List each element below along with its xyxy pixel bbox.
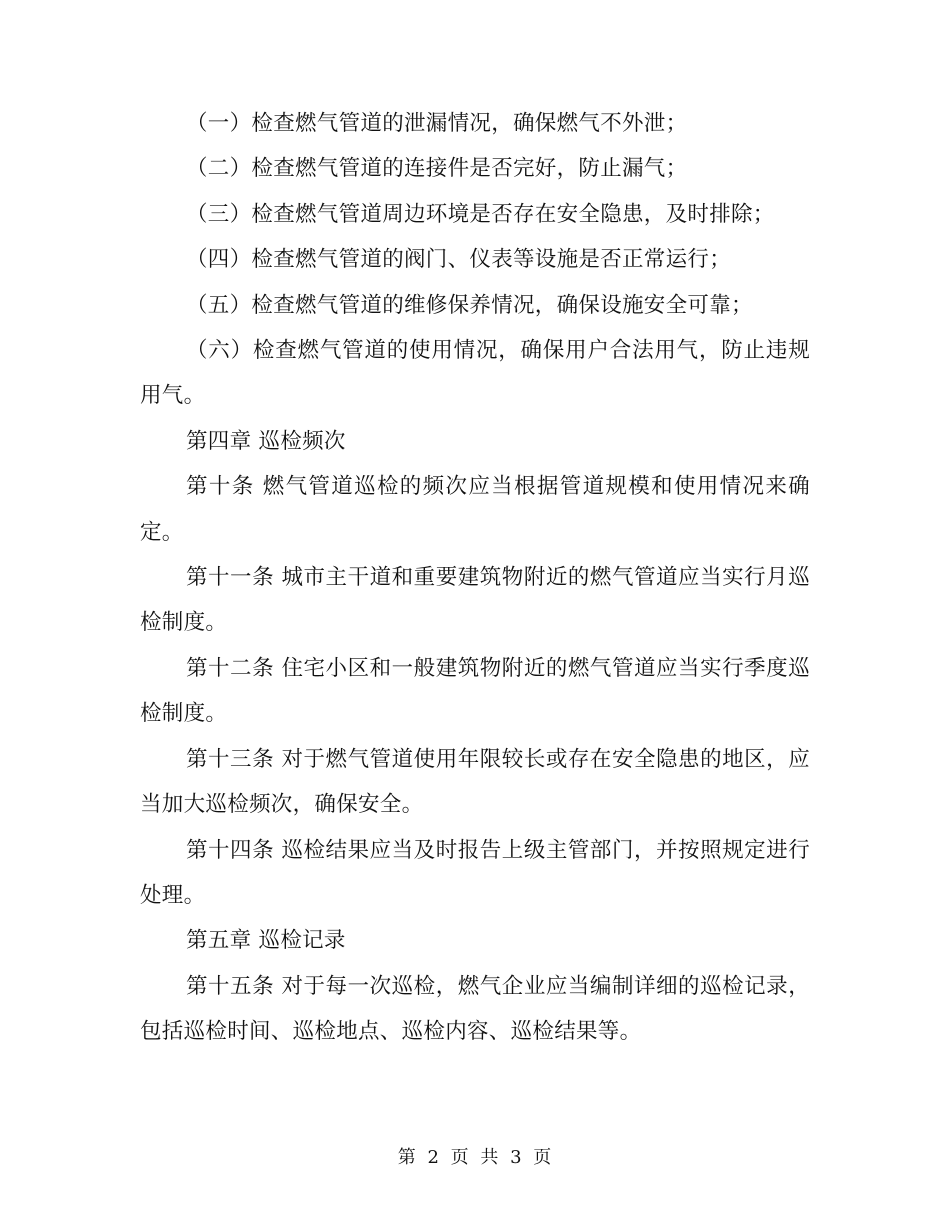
paragraph-item-3: （三）检查燃气管道周边环境是否存在安全隐患，及时排除；: [186, 201, 775, 227]
article-14: 第十四条 巡检结果应当及时报告上级主管部门，并按照规定进行处理。: [140, 837, 810, 908]
article-10: 第十条 燃气管道巡检的频次应当根据管道规模和使用情况来确定。: [140, 474, 810, 545]
document-body: [140, 101, 810, 1055]
article-11: 第十一条 城市主干道和重要建筑物附近的燃气管道应当实行月巡检制度。: [140, 565, 810, 636]
page-number-footer: 第 2 页 共 3 页: [397, 1147, 553, 1168]
paragraph-item-1: （一）检查燃气管道的泄漏情况，确保燃气不外泄；: [186, 111, 688, 136]
paragraph-item-4: （四）检查燃气管道的阀门、仪表等设施是否正常运行；: [186, 247, 732, 273]
article-12: 第十二条 住宅小区和一般建筑物附近的燃气管道应当实行季度巡检制度。: [140, 655, 810, 727]
chapter-heading-5: 第五章 巡检记录: [186, 928, 346, 954]
chapter-heading-4: 第四章 巡检频次: [186, 428, 346, 454]
paragraph-item-5: （五）检查燃气管道的维修保养情况，确保设施安全可靠；: [186, 292, 753, 318]
paragraph-item-6: （六）检查燃气管道的使用情况，确保用户合法用气，防止违规用气。: [140, 338, 810, 409]
article-13: 第十三条 对于燃气管道使用年限较长或存在安全隐患的地区，应当加大巡检频次，确保安全。: [140, 746, 810, 818]
paragraph-item-2: （二）检查燃气管道的连接件是否完好，防止漏气；: [186, 156, 688, 182]
article-15: 第十五条 对于每一次巡检，燃气企业应当编制详细的巡检记录，包括巡检时间、巡检地点、巡检内容、巡检结果等。: [140, 973, 810, 1045]
